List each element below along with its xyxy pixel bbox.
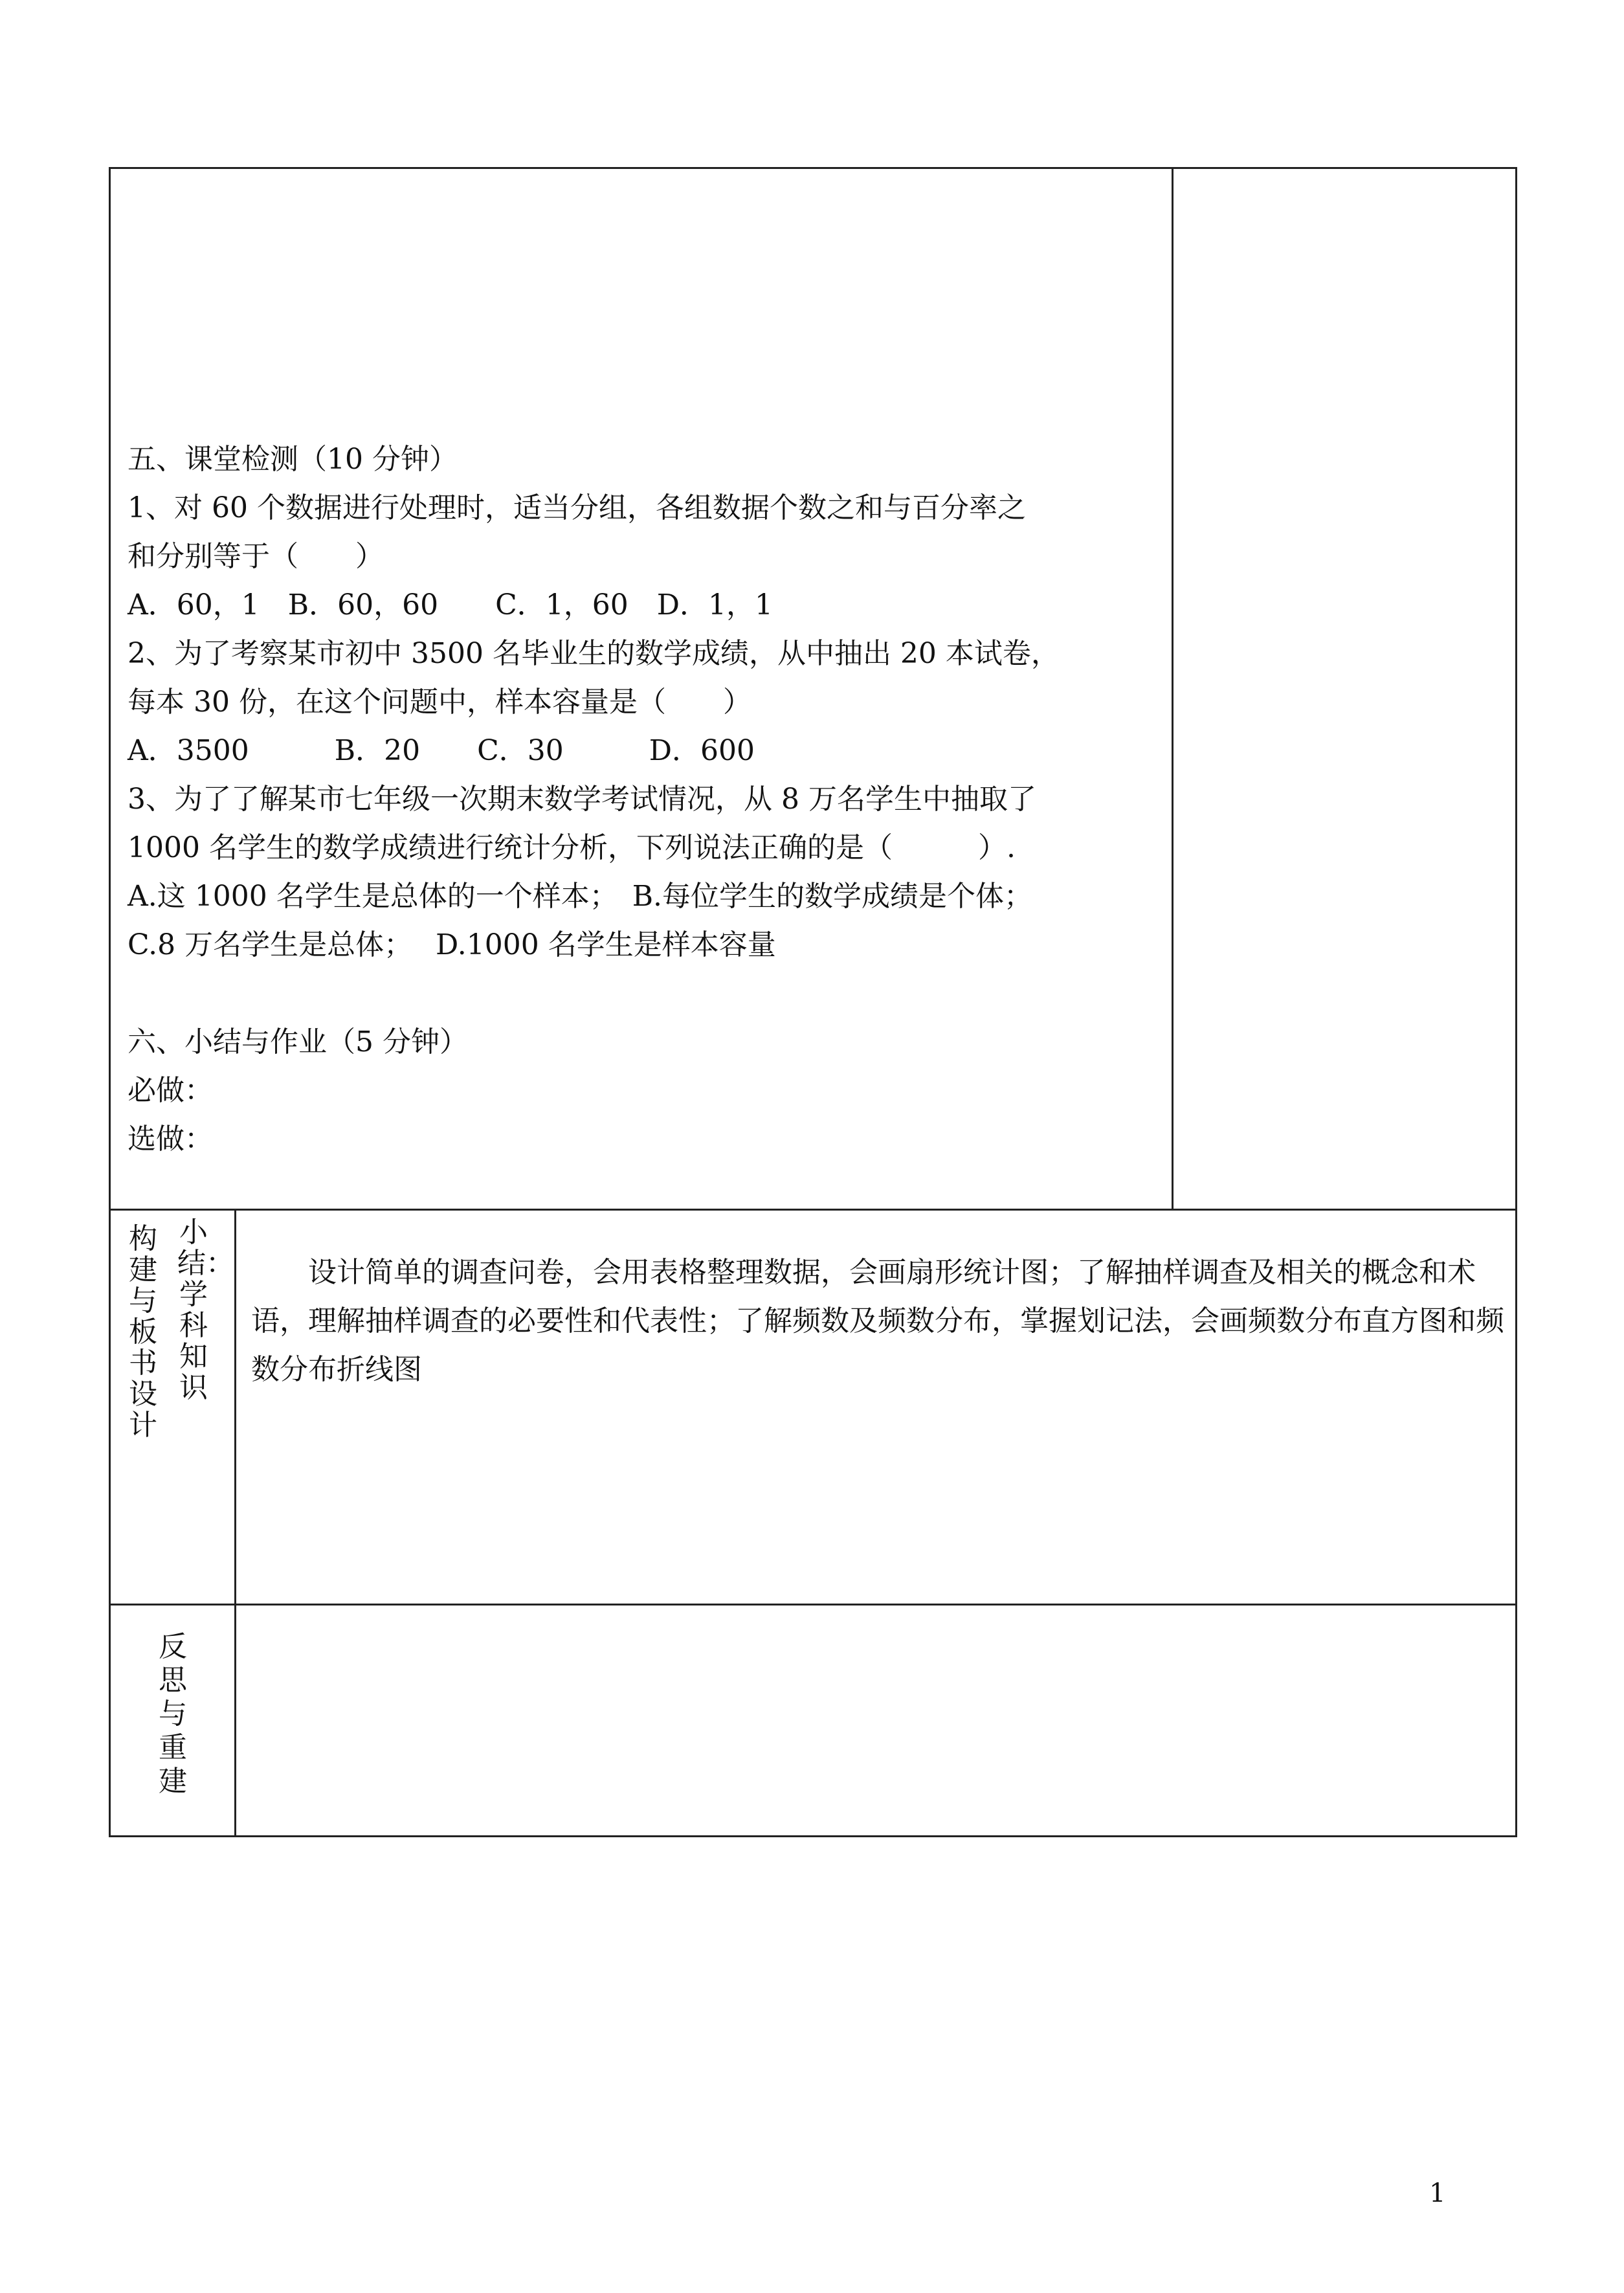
page-number: 1 xyxy=(1429,2178,1446,2208)
table-border-right xyxy=(1515,167,1517,1837)
lesson-content xyxy=(128,435,1157,1163)
question3-line2: 1000 名学生的数学成绩进行统计分析，下列说法正确的是（ ）. xyxy=(128,831,1016,864)
question2-line2: 每本 30 份，在这个问题中，样本容量是（ ） xyxy=(128,686,751,719)
question3-options-ab: A.这 1000 名学生是总体的一个样本； B.每位学生的数学成绩是个体； xyxy=(128,880,1033,913)
table-border-bottom xyxy=(109,1835,1517,1837)
spacer xyxy=(128,969,1157,1018)
question3-options-cd: C.8 万名学生是总体； D.1000 名学生是样本容量 xyxy=(128,928,776,961)
table-divider-label-column xyxy=(234,1209,236,1837)
reflection-label: 反思与重建 xyxy=(159,1630,187,1798)
knowledge-summary: 设计简单的调查问卷，会用表格整理数据，会画扇形统计图；了解抽样调查及相关的概念和术语，理解抽样调查的必要性和代表性；了解频数及频数分布，掌握划记法，会画频数分布直方图和频数分布折线图 xyxy=(251,1256,1504,1386)
question2-line1: 2、为了考察某市初中 3500 名毕业生的数学成绩，从中抽出 20 本试卷， xyxy=(128,637,1060,670)
section6-heading: 六、小结与作业（5 分钟） xyxy=(128,1025,468,1058)
table-border-row1 xyxy=(109,1209,1517,1211)
design-outer-label: 构建与板书设计 xyxy=(129,1222,157,1442)
question1-options: A．60，1 B．60，60 C．1，60 D．1，1 xyxy=(128,588,773,621)
table-border-row2 xyxy=(109,1604,1517,1605)
design-inner-label: 小结：学科知识 xyxy=(177,1216,234,1404)
question1-line2: 和分别等于（ ） xyxy=(128,540,384,573)
table-border-left xyxy=(109,167,111,1837)
homework-required: 必做： xyxy=(128,1074,213,1107)
question3-line1: 3、为了了解某市七年级一次期末数学考试情况，从 8 万名学生中抽取了 xyxy=(128,783,1036,816)
question1-line1: 1、对 60 个数据进行处理时，适当分组，各组数据个数之和与百分率之 xyxy=(128,491,1026,524)
homework-optional: 选做： xyxy=(128,1123,213,1156)
question2-options: A．3500 B．20 C．30 D．600 xyxy=(128,734,755,767)
table-border-top xyxy=(109,167,1517,169)
section5-heading: 五、课堂检测（10 分钟） xyxy=(128,443,458,476)
table-divider-side-column xyxy=(1172,167,1174,1211)
